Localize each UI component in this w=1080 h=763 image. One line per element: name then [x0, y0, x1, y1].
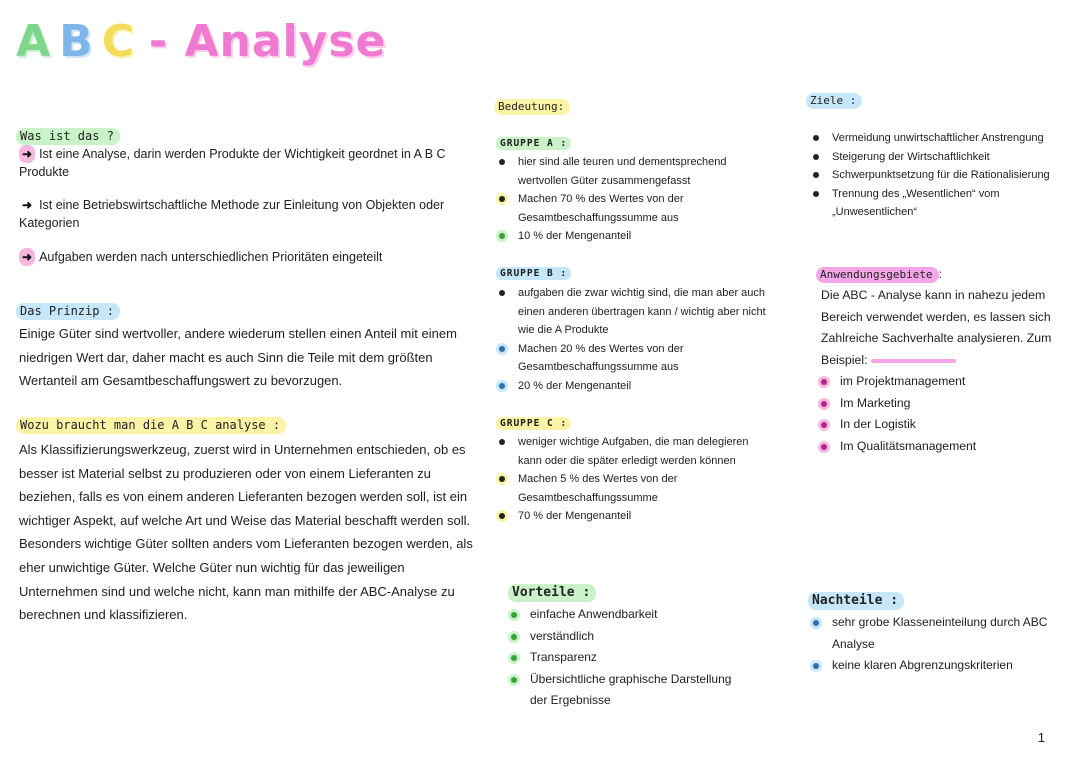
nachteile-list — [811, 612, 1069, 677]
list-item: Machen 70 % des Wertes von der Gesamtbeschaffungssumme aus — [497, 190, 767, 227]
vorteile-heading: Vorteile : — [508, 583, 596, 602]
gruppe-c-label: GRUPPE C : — [496, 417, 571, 430]
list-item: verständlich — [509, 626, 739, 648]
bullet-icon — [511, 655, 517, 661]
page-number: 1 — [1037, 730, 1045, 745]
title-letter-c: C — [101, 16, 135, 67]
list-item: Schwerpunktsetzung für die Rationalisierung — [811, 166, 1079, 185]
bullet-icon — [511, 634, 517, 640]
page-title — [16, 16, 386, 67]
bullet-icon — [499, 346, 505, 352]
bullet-icon — [499, 513, 505, 519]
anwendungsgebiete-text: Die ABC - Analyse kann in nahezu jedem Bereich verwendet werden, es lassen sich Zahlreiche Sachverhalte analysieren. Zum Beispiel: — [821, 288, 1052, 367]
list-item: Übersichtliche graphische Darstellung der Ergebnisse — [509, 669, 739, 712]
vorteile-list — [509, 604, 739, 712]
title-analyse: - Analyse — [148, 16, 387, 67]
gruppe-a-label: GRUPPE A : — [496, 137, 571, 150]
wozu-text: Als Klassifizierungswerkzeug, zuerst wird in Unternehmen entschieden, ob es besser ist Material selbst zu produzieren oder von einem Lieferanten zu beziehen, falls es von einem anderen Lieferanten bezogen werden soll, ist ein wichtiger Aspekt, auf welche Art und Weise das Material beschafft werden soll. Besonders wichtige Güter sollten anders vom Lieferanten bezogen werden, als eher unwichtige Güter. Welche Güter nun wichtig für das jeweiligen Unternehmen sind und welche nicht, kann man mithilfe der ABC-Analyse zu berechnen und klassifizieren. — [19, 442, 473, 623]
gruppe-b-list — [497, 284, 767, 395]
was-ist-das-point-3: ➜ Aufgaben werden nach unterschiedlichen Prioritäten eingeteilt — [19, 248, 474, 266]
list-item: aufgaben die zwar wichtig sind, die man aber auch einen anderen übertragen kann / wichtig aber nicht wie die A Produkte — [497, 284, 767, 340]
prinzip-text: Einige Güter sind wertvoller, andere wiederum stellen einen Anteil mit einem niedrigen Wert dar, daher macht es auch Sinn die Teile mit dem größten Wertanteil am Gesamtbeschaffungswert zu bevorzugen. — [19, 326, 457, 389]
was-ist-das-point-1: ➜ Ist eine Analyse, darin werden Produkte der Wichtigkeit geordnet in A B C Produkte — [19, 147, 446, 179]
list-item: 70 % der Mengenanteil — [497, 507, 767, 526]
list-item: sehr grobe Klasseneinteilung durch ABC Analyse — [811, 612, 1069, 655]
wozu-heading: Wozu braucht man die A B C analyse : — [16, 416, 286, 434]
list-item: Transparenz — [509, 647, 739, 669]
nachteile-heading: Nachteile : — [808, 591, 904, 610]
list-item: 20 % der Mengenanteil — [497, 377, 767, 396]
list-item: im Projektmanagement — [819, 371, 1059, 393]
title-letter-a: A — [16, 16, 52, 67]
list-item: Machen 20 % des Wertes von der Gesamtbeschaffungssumme aus — [497, 340, 767, 377]
list-item: In der Logistik — [819, 414, 1059, 436]
bullet-icon — [499, 383, 505, 389]
list-item: hier sind alle teuren und dementsprechend wertvollen Güter zusammengefasst — [497, 153, 767, 190]
highlight-line — [871, 359, 956, 363]
bullet-icon — [821, 422, 827, 428]
list-item: Im Qualitätsmanagement — [819, 436, 1059, 458]
list-item: keine klaren Abgrenzungskriterien — [811, 655, 1069, 677]
title-letter-b: B — [59, 16, 94, 67]
bullet-icon — [813, 154, 819, 160]
bedeutung-heading: Bedeutung: — [494, 97, 570, 115]
list-item: Steigerung der Wirtschaftlichkeit — [811, 148, 1079, 167]
bullet-icon — [821, 379, 827, 385]
bullet-icon — [821, 444, 827, 450]
list-item: Trennung des „Wesentlichen“ vom „Unwesentlichen“ — [811, 185, 1079, 222]
bullet-icon — [499, 159, 505, 165]
anwendungsgebiete-list — [819, 371, 1059, 457]
was-ist-das-point-2: ➜ Ist eine Betriebswirtschaftliche Methode zur Einleitung von Objekten oder Kategorien — [19, 198, 445, 230]
anwendungsgebiete-heading: Anwendungsgebiete : — [816, 265, 942, 283]
list-item: einfache Anwendbarkeit — [509, 604, 739, 626]
gruppe-a-list — [497, 153, 767, 246]
bullet-icon — [813, 172, 819, 178]
bullet-icon — [499, 233, 505, 239]
gruppe-b-label: GRUPPE B : — [496, 267, 571, 280]
bullet-icon — [813, 191, 819, 197]
arrow-icon: ➜ — [19, 248, 35, 266]
list-item: 10 % der Mengenanteil — [497, 227, 767, 246]
gruppe-c-list — [497, 433, 767, 526]
list-item: Vermeidung unwirtschaftlicher Anstrengung — [811, 129, 1079, 148]
prinzip-heading: Das Prinzip : — [16, 302, 120, 320]
bullet-icon — [511, 677, 517, 683]
list-item: weniger wichtige Aufgaben, die man delegieren kann oder die später erledigt werden können — [497, 433, 767, 470]
bullet-icon — [813, 135, 819, 141]
list-item: Im Marketing — [819, 393, 1059, 415]
bullet-icon — [511, 612, 517, 618]
arrow-icon: ➜ — [19, 145, 35, 163]
was-ist-das-heading: Was ist das ? — [16, 127, 120, 145]
bullet-icon — [821, 401, 827, 407]
bullet-icon — [499, 196, 505, 202]
bullet-icon — [499, 476, 505, 482]
bullet-icon — [499, 439, 505, 445]
ziele-heading: Ziele : — [806, 91, 862, 109]
arrow-icon: ➜ — [22, 198, 33, 212]
bullet-icon — [813, 620, 819, 626]
bullet-icon — [813, 663, 819, 669]
list-item: Machen 5 % des Wertes von der Gesamtbeschaffungssumme — [497, 470, 767, 507]
bullet-icon — [499, 290, 505, 296]
ziele-list — [811, 129, 1079, 222]
